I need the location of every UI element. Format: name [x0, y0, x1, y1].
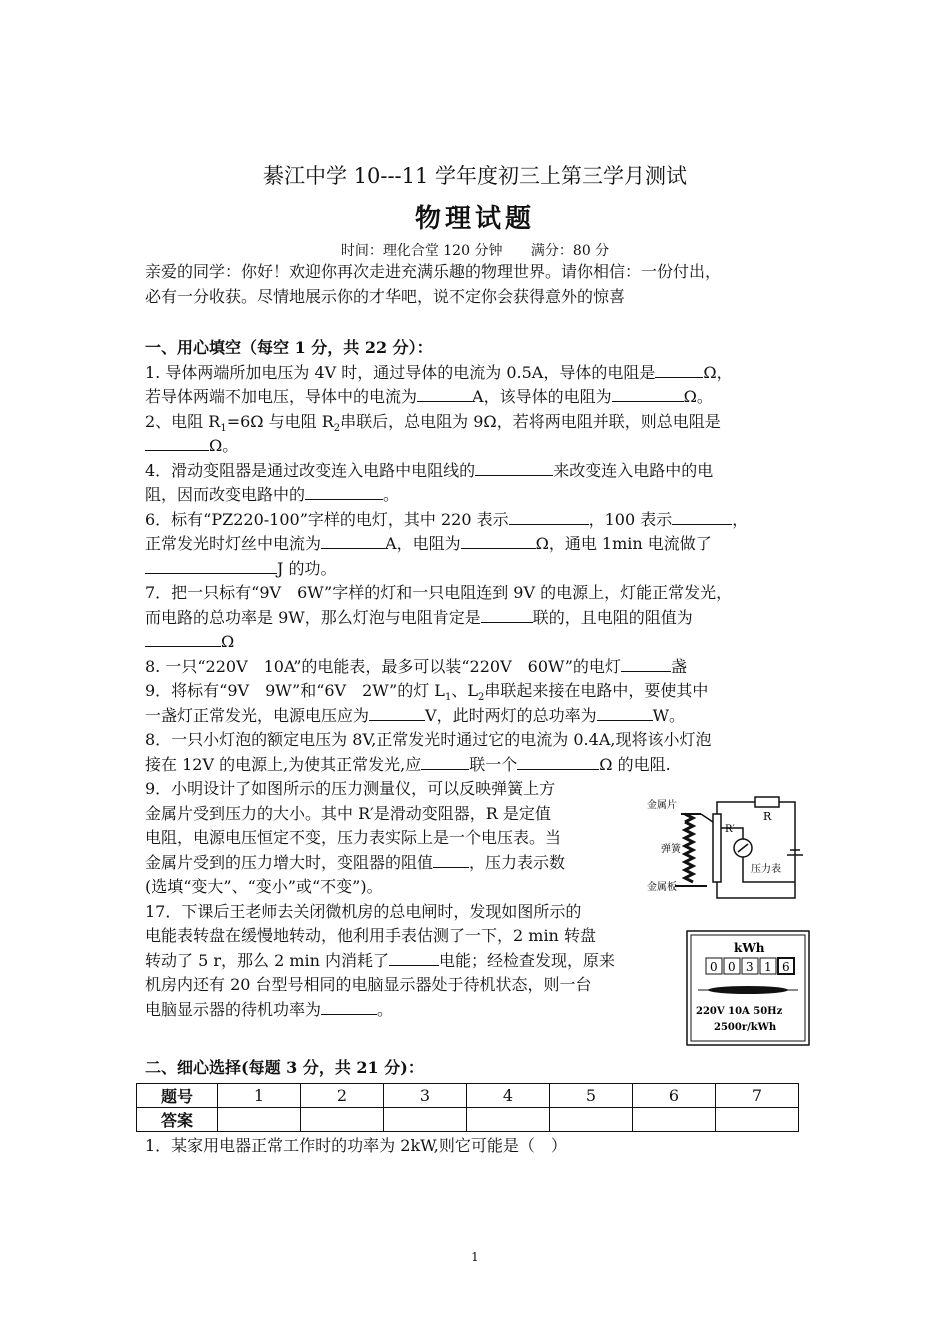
- exam-score: 满分：80 分: [530, 243, 610, 259]
- question-text: 正常发光时灯丝中电流为: [145, 534, 322, 553]
- section-heading: 一、用心填空（每空 1 分，共 22 分）：: [145, 338, 433, 357]
- question-text: 金属片受到压力的大小。其中 R′是滑动变阻器，R 是定值: [145, 803, 551, 823]
- table-cell: 1: [218, 1084, 301, 1108]
- answer-blank[interactable]: [305, 483, 383, 500]
- label-spring: 弹簧: [661, 844, 681, 855]
- answer-blank[interactable]: [597, 704, 653, 721]
- question-text: 电能表转盘在缓慢地转动，他利用手表估测了一下，2 min 转盘: [145, 926, 596, 945]
- answer-blank[interactable]: [321, 998, 377, 1015]
- question-text: 串联起来接在电路中，要使其中: [484, 681, 709, 700]
- question-text: Ω。: [683, 387, 713, 406]
- label-r: R: [763, 810, 772, 823]
- subscript: 2: [477, 692, 485, 704]
- question: [145, 508, 825, 533]
- page-title: 綦江中学 10---11 学年度初三上第三学月测试: [262, 164, 688, 188]
- label-metal-plate: 金属片: [647, 800, 677, 811]
- rotating-disc-icon: [708, 986, 788, 994]
- question: [145, 655, 825, 680]
- question-text: 1. 导体两端所加电压为 4V 时，通过导体的电流为 0.5A，导体的电阻是: [145, 362, 656, 382]
- table-cell: 3: [384, 1084, 467, 1108]
- question-text: =6Ω 与电阻 R: [226, 411, 334, 431]
- question: [145, 385, 825, 410]
- energy-meter-figure: [686, 930, 810, 1046]
- question-text: 一盏灯正常发光，电源电压应为: [145, 705, 370, 725]
- answer-blank[interactable]: [369, 704, 425, 721]
- question-text: Ω 的电阻.: [599, 754, 671, 774]
- meter-spec: 220V 10A 50Hz: [696, 1006, 783, 1017]
- question-text: 。: [377, 999, 394, 1019]
- question-text: 17．下课后王老师去关闭微机房的总电闸时，发现如图所示的: [145, 901, 582, 921]
- question-text: 来改变连入电路中的电: [553, 460, 714, 480]
- question-text: 4．滑动变阻器是通过改变连入电路中电阻线的: [145, 460, 476, 480]
- question-text: 电脑显示器的待机功率为: [145, 999, 322, 1019]
- page-subtitle: 物理试题: [414, 204, 535, 234]
- answer-blank[interactable]: [509, 508, 589, 525]
- question-text: Ω，: [703, 362, 733, 382]
- intro: [145, 260, 825, 309]
- question-text: V，此时两灯的总功率为: [425, 705, 597, 725]
- question: [145, 704, 825, 729]
- answer-cell[interactable]: [716, 1108, 799, 1132]
- question-text: J 的功。: [277, 558, 337, 578]
- question-text: 8．一只小灯泡的额定电压为 8V,正常发光时通过它的电流为 0.4A,现将该小灯泡: [145, 730, 712, 749]
- table-cell: 6: [633, 1084, 716, 1108]
- question-text: 2、电阻 R: [145, 411, 221, 431]
- answer-cell[interactable]: [633, 1108, 716, 1132]
- question-text: 金属片受到的压力增大时，变阻器的阻值: [145, 852, 434, 872]
- question-text: 接在 12V 的电源上,为使其正常发光,应: [145, 754, 422, 774]
- answer-blank[interactable]: [481, 606, 533, 623]
- question-text: 联的，且电阻的阻值为: [532, 607, 693, 627]
- choice-question: [145, 1134, 825, 1159]
- question-text: Ω。: [209, 436, 239, 455]
- answer-blank[interactable]: [389, 949, 439, 966]
- question-text: 。: [383, 485, 400, 504]
- answer-blank[interactable]: [145, 630, 221, 647]
- question: [145, 459, 825, 484]
- answer-blank[interactable]: [421, 753, 469, 770]
- question-text: 转动了 5 r，那么 2 min 内消耗了: [145, 950, 390, 970]
- table-cell: 7: [716, 1084, 799, 1108]
- answer-blank[interactable]: [145, 434, 209, 451]
- subscript: 1: [220, 422, 227, 434]
- meter-unit: kWh: [734, 941, 765, 955]
- question: [145, 410, 825, 435]
- label-metal-board: 金属板: [647, 882, 677, 893]
- question: [145, 630, 825, 655]
- question-text: 9．小明设计了如图所示的压力测量仪，可以反映弹簧上方: [145, 779, 556, 798]
- question-text: A，电阻为: [385, 534, 461, 553]
- question-text: ，压力表示数: [469, 852, 566, 872]
- question-text: 联一个: [469, 754, 518, 774]
- meter-digit: 3: [746, 960, 754, 974]
- question-text: 若导体两端不加电压，导体中的电流为: [145, 387, 418, 406]
- question: [145, 606, 825, 631]
- question: [145, 434, 825, 459]
- answer-blank[interactable]: [517, 753, 599, 770]
- section-fill-in: [145, 336, 825, 1022]
- meter-digit: 6: [782, 960, 790, 974]
- question-text: 、L: [451, 681, 478, 700]
- subscript: 2: [333, 422, 341, 434]
- question: [145, 679, 825, 704]
- question-text: 机房内还有 20 台型号相同的电脑显示器处于待机状态，则一台: [145, 975, 592, 994]
- answer-blank[interactable]: [621, 655, 671, 672]
- section-choice: [145, 1056, 825, 1081]
- label-meter: 压力表: [751, 864, 781, 875]
- answer-blank[interactable]: [417, 385, 472, 402]
- question-text: 6．标有“PZ220-100”字样的电灯，其中 220 表示: [145, 509, 509, 529]
- answer-blank[interactable]: [672, 508, 732, 525]
- exam-time: 时间：理化合堂 120 分钟: [340, 243, 503, 259]
- table-header-cell: 题号: [137, 1084, 218, 1108]
- intro-line: 亲爱的同学：你好！欢迎你再次走进充满乐趣的物理世界。请你相信：一份付出，: [145, 262, 722, 281]
- question: [145, 581, 825, 606]
- question: [145, 532, 825, 557]
- answer-blank[interactable]: [145, 557, 277, 574]
- question-text: A，该导体的电阻为: [472, 387, 612, 406]
- answer-blank[interactable]: [461, 532, 536, 549]
- meter-digit: 1: [764, 960, 772, 974]
- answer-table: [136, 1083, 799, 1132]
- question-text: (选填“变大”、“变小”或“不变”)。: [145, 877, 383, 896]
- answer-blank[interactable]: [612, 385, 684, 402]
- question-text: ，100 表示: [588, 509, 673, 529]
- question-text: 而电路的总功率是 9W，那么灯泡与电阻肯定是: [145, 607, 481, 627]
- question-text: 串联后，总电阻为 9Ω，若将两电阻并联，则总电阻是: [340, 411, 721, 431]
- question-text: 9．将标有“9V 9W”和“6V 2W”的灯 L: [145, 681, 445, 700]
- meter-spec: 2500r/kWh: [714, 1022, 777, 1033]
- answer-blank[interactable]: [433, 851, 469, 868]
- meter-digit: 0: [710, 960, 718, 974]
- page-number: 1: [471, 1250, 479, 1264]
- question-text: ，: [732, 509, 749, 529]
- section-heading: 二、细心选择(每题 3 分，共 21 分)：: [145, 1058, 424, 1077]
- answer-cell[interactable]: [550, 1108, 633, 1132]
- question-text: 电能；经检查发现，原来: [439, 950, 616, 970]
- question-text: 阻，因而改变电路中的: [145, 485, 306, 504]
- meter-digit: 0: [728, 960, 736, 974]
- answer-blank[interactable]: [475, 459, 553, 476]
- question: [145, 753, 825, 778]
- answer-cell[interactable]: [384, 1108, 467, 1132]
- table-row: [137, 1108, 799, 1132]
- question-text: Ω，通电 1min 电流做了: [535, 534, 712, 553]
- pressure-meter-figure: [645, 792, 805, 904]
- question: [145, 728, 825, 753]
- answer-blank[interactable]: [321, 532, 385, 549]
- label-r-prime: R′: [725, 824, 735, 835]
- table-cell: 5: [550, 1084, 633, 1108]
- question-text: 1．某家用电器正常工作时的功率为 2kW,则它可能是（ ）: [145, 1136, 567, 1155]
- question-text: 盏: [670, 656, 687, 676]
- answer-cell[interactable]: [218, 1108, 301, 1132]
- question: [145, 361, 825, 386]
- subscript: 1: [444, 692, 452, 704]
- question-text: 7．把一只标有“9V 6W”字样的灯和一只电阻连到 9V 的电源上，灯能正常发光，: [145, 583, 733, 602]
- table-row: [137, 1084, 799, 1108]
- exam-meta: [0, 240, 950, 260]
- question: [145, 557, 825, 582]
- answer-cell[interactable]: [467, 1108, 550, 1132]
- question-text: 电阻，电源电压恒定不变，压力表实际上是一个电压表。当: [145, 828, 562, 847]
- intro-line: 必有一分收获。尽情地展示你的才华吧，说不定你会获得意外的惊喜: [145, 286, 626, 306]
- answer-cell[interactable]: [301, 1108, 384, 1132]
- question-text: 8. 一只“220V 10A”的电能表，最多可以装“220V 60W”的电灯: [145, 656, 621, 676]
- table-cell: 4: [467, 1084, 550, 1108]
- table-header-cell: 答案: [137, 1108, 218, 1132]
- question-text: W。: [652, 705, 686, 725]
- table-cell: 2: [301, 1084, 384, 1108]
- answer-blank[interactable]: [655, 361, 703, 378]
- question-text: Ω: [221, 632, 235, 651]
- question: [145, 483, 825, 508]
